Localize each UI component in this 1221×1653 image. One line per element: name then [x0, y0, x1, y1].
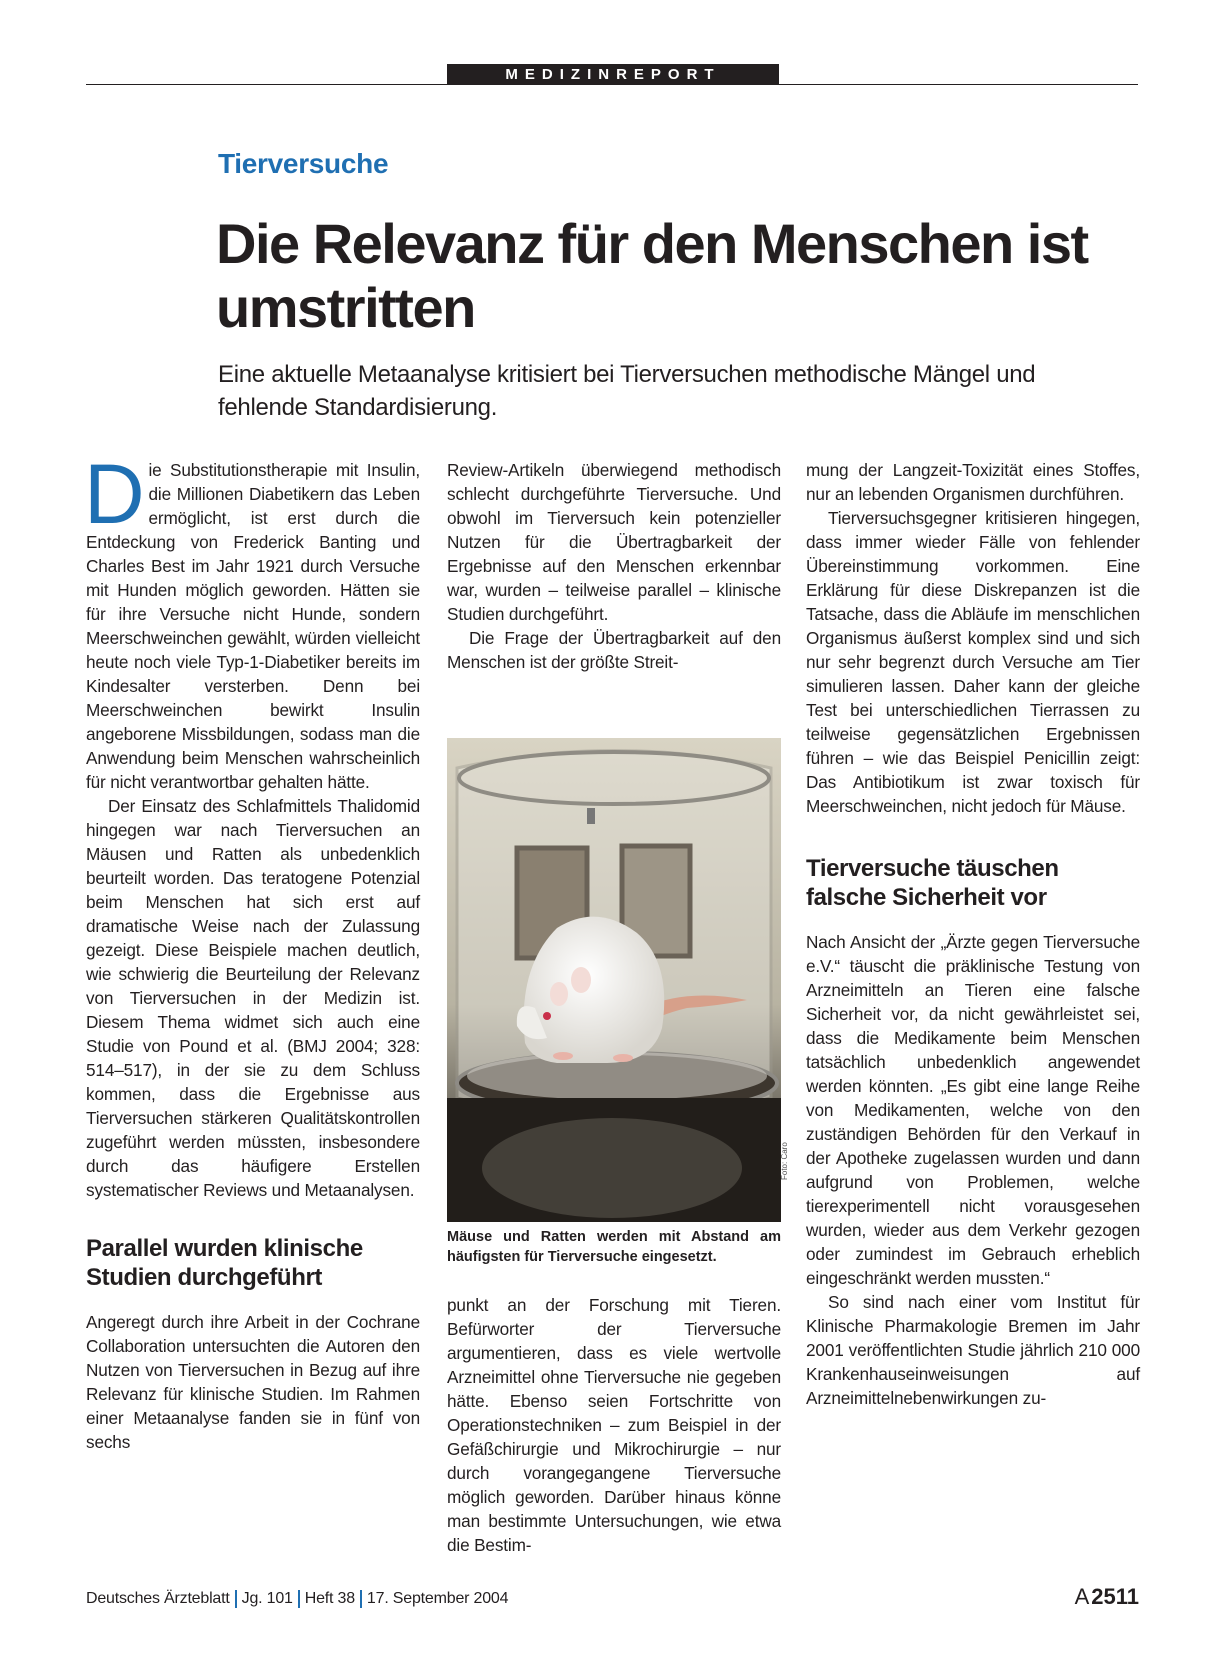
- photo-rat-in-cage: [447, 738, 781, 1222]
- col1-paragraph-3: Angeregt durch ihre Arbeit in der Cochrane Collaboration untersuchten die Autoren den Nutzen von Tierversuchen in Bezug auf ihre Relevanz für klinische Studien. Im Rahmen einer Metaanalyse fanden sie in fünf von sechs: [86, 1312, 420, 1452]
- article-kicker: Tierversuche: [218, 148, 389, 179]
- col3-paragraph-3: Nach Ansicht der „Ärzte gegen Tierversuche e.V.“ täuscht die präklinische Testung von Arzneimitteln an Tieren eine falsche Sicherheit vor, da nicht gewährleistet sei, dass die Medikamente beim Menschen tatsächlich unbedenklich angewendet werden könnten. „Es gibt eine lange Reihe von Medikamenten, welche von den zuständigen Behörden für den Verkauf in der Apotheke zugelassen wurden und dann aufgrund von Problemen, welche tierexperimentell nicht vorausgesehen wurden, wieder aus dem Verkehr gezogen oder zumindest im Gebrauch erheblich eingeschränkt werden mussten.“: [806, 932, 1140, 1288]
- page-prefix: A: [1074, 1584, 1090, 1609]
- subhead-sicherheit: Tierversuche täuschen falsche Sicherheit vor: [806, 855, 1059, 911]
- column-1: [84, 447, 420, 1454]
- footer-separator: [298, 1590, 300, 1608]
- col1-paragraph-1-text: ie Substitutionstherapie mit Insulin, die Millionen Diabetikern das Leben ermöglicht, ist erst durch die Entdeckung von Frederick Banting und Charles Best im Jahr 1921 durch Versuche mit Hunden möglich geworden. Hätten sie für ihre Versuche nicht Hunde, sondern Meerschweinchen gewählt, würden vielleicht heute noch viele Typ-1-Diabetiker bereits im Kindesalter versterben. Denn bei Meerschweinchen bewirkt Insulin angeborene Missbildungen, sodass man die Anwendung beim Menschen wahrscheinlich für nicht verantwortbar gehalten hätte.: [86, 460, 420, 792]
- photo-credit: Foto: Caro: [780, 1142, 789, 1180]
- col1-paragraph-2: Der Einsatz des Schlafmittels Thalidomid hingegen war nach Tierversuchen an Mäusen und Ratten als unbedenklich beurteilt worden. Das teratogene Potenzial beim Menschen hat sich erst auf dramatische Weise nach der Zulassung gezeigt. Diese Beispiele machen deutlich, wie schwierig die Beurteilung der Relevanz von Tierversuchen in der Medizin ist. Diesem Thema widmet sich auch eine Studie von Pound et al. (BMJ 2004; 328: 514–517), in der sie zu dem Schluss kommen, dass die Ergebnisse aus Tierversuchen stärkeren Qualitätskontrollen zugeführt werden müssten, insbesondere durch das häufigere Erstellen systematischer Reviews und Metaanalysen.: [86, 796, 420, 1200]
- footer-issue: Heft 38: [304, 1590, 355, 1608]
- col1-paragraph-1: [84, 447, 420, 794]
- footer-citation: [86, 1590, 508, 1608]
- photo-caption: Mäuse und Ratten werden mit Abstand am häufigsten für Tierversuche eingesetzt.: [447, 1229, 781, 1265]
- col2-paragraph-3: punkt an der Forschung mit Tieren. Befürworter der Tierversuche argumentieren, dass es viele wertvolle Arzneimittel ohne Tierversuche nie gegeben hätte. Ebenso seien Fortschritte von Operationstechniken – zum Beispiel in der Gefäßchirurgie und Mikrochirurgie – nur durch vorangegangene Tierversuche möglich geworden. Darüber hinaus könne man bestimmte Untersuchungen, wie etwa die Bestim-: [447, 1295, 781, 1555]
- article-deck: Eine aktuelle Metaanalyse kritisiert bei Tierversuchen methodische Mängel und fehlende Standardisierung.: [218, 361, 1036, 421]
- footer-date: 17. September 2004: [366, 1590, 509, 1608]
- subhead-parallel: Parallel wurden klinische Studien durchgeführt: [86, 1235, 363, 1291]
- footer-volume: Jg. 101: [241, 1590, 293, 1608]
- dropcap: D: [84, 447, 145, 541]
- section-tag: MEDIZINREPORT: [447, 64, 779, 85]
- article-headline: Die Relevanz für den Menschen ist umstritten: [216, 212, 1088, 339]
- column-3: [806, 458, 1140, 1410]
- column-2: [447, 458, 781, 674]
- footer-separator: [360, 1590, 362, 1608]
- column-2-continued: [447, 1293, 781, 1557]
- rat-photo-illustration: [447, 738, 781, 1222]
- page-number-value: 2511: [1091, 1584, 1139, 1609]
- page-number: [1075, 1584, 1139, 1610]
- col3-paragraph-4: So sind nach einer vom Institut für Klinische Pharmakologie Bremen im Jahr 2001 veröffentlichten Studie jährlich 210 000 Krankenhauseinweisungen auf Arzneimittelnebenwirkungen zu-: [806, 1292, 1140, 1408]
- col2-paragraph-1: Review-Artikeln überwiegend methodisch schlecht durchgeführte Tierversuche. Und obwohl im Tierversuch kein potenzieller Nutzen für die Übertragbarkeit der Ergebnisse auf den Menschen erkennbar war, wurden – teilweise parallel – klinische Studien durchgeführt.: [447, 460, 781, 624]
- col3-paragraph-1: mung der Langzeit-Toxizität eines Stoffes, nur an lebenden Organismen durchführen.: [806, 460, 1140, 504]
- footer-separator: [235, 1590, 237, 1608]
- footer-journal: Deutsches Ärzteblatt: [86, 1590, 230, 1608]
- col3-paragraph-2: Tierversuchsgegner kritisieren hingegen, dass immer wieder Fälle von fehlender Übereinstimmung vorkommen. Eine Erklärung für diese Diskrepanzen ist die Tatsache, dass die Abläufe im menschlichen Organismus äußerst komplex sind und sich nur sehr begrenzt durch Versuche am Tier simulieren lassen. Daher kann der gleiche Test bei unterschiedlichen Tierrassen zu teilweise gegensätzlichen Ergebnissen führen – wie das Beispiel Penicillin zeigt: Das Antibiotikum ist zwar toxisch für Meerschweinchen, nicht jedoch für Mäuse.: [806, 508, 1140, 816]
- col2-paragraph-2: Die Frage der Übertragbarkeit auf den Menschen ist der größte Streit-: [447, 628, 781, 672]
